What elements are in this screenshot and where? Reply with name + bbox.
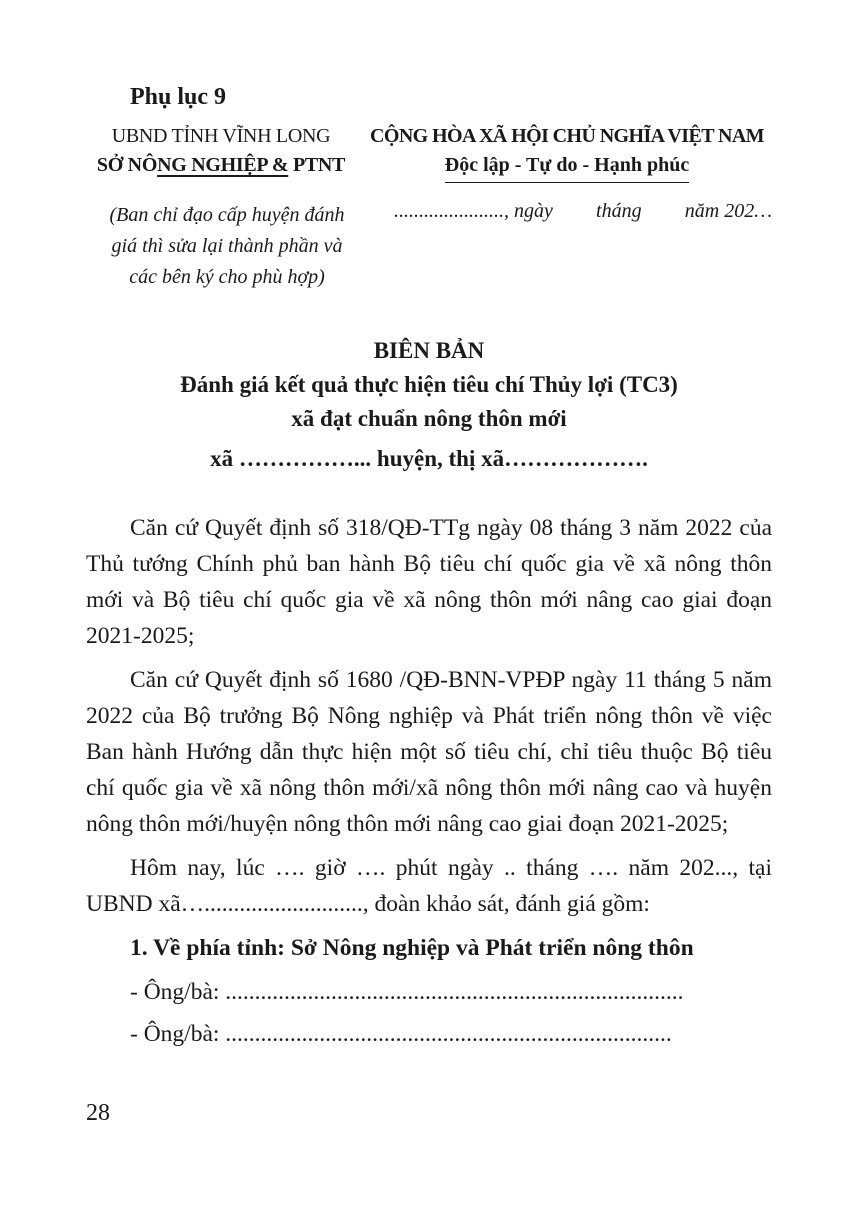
document-title <box>86 334 772 436</box>
department-name-part3: PTNT <box>288 154 346 176</box>
appendix-label: Phụ lục 9 <box>130 84 227 110</box>
date-year: năm 202… <box>684 200 772 222</box>
body-paragraph: Căn cứ Quyết định số 1680 /QĐ-BNN-VPĐP ngày 11 tháng 5 năm 2022 của Bộ trưởng Bộ Nông nghiệp và Phát triển nông thôn về việc Ban hành Hướng dẫn thực hiện một số tiêu chí, chỉ tiêu thuộc Bộ tiêu chí quốc gia về xã nông thôn mới/xã nông thôn mới nâng cao và huyện nông thôn mới/huyện nông thôn mới nâng cao giai đoạn 2021-2025; <box>86 667 772 837</box>
instruction-note <box>86 200 368 293</box>
title-subtitle: xã đạt chuẩn nông thôn mới <box>291 406 567 431</box>
national-motto: Độc lập - Tự do - Hạnh phúc <box>445 151 689 183</box>
page-number: 28 <box>86 1100 110 1126</box>
date-place: ......................, ngày <box>394 200 553 222</box>
department-name-part1: SỞ NÔ <box>96 154 158 176</box>
member-line: - Ông/bà: .............................................................................. <box>130 979 684 1005</box>
title-main: BIÊN BẢN <box>373 338 485 363</box>
country-name: CỘNG HÒA XÃ HỘI CHỦ NGHĨA VIỆT NAM <box>370 125 764 147</box>
title-place-line: xã ……………... huyện, thị xã………………. <box>210 446 648 471</box>
province-committee-name: UBND TỈNH VĨNH LONG <box>111 125 331 147</box>
body-paragraph: Hôm nay, lúc …. giờ …. phút ngày .. tháng …. năm 202..., tại UBND xã…..........................., đoàn khảo sát, đánh giá gồm: <box>86 855 772 917</box>
title-subtitle: Đánh giá kết quả thực hiện tiêu chí Thủy lợi (TC3) <box>180 372 678 397</box>
date-month: tháng <box>596 200 642 222</box>
note-line: giá thì sửa lại thành phần và <box>111 235 343 257</box>
issuing-agency-header <box>86 122 356 180</box>
department-name <box>86 151 356 180</box>
department-name-part2: NG NGHIỆP & <box>157 154 289 176</box>
note-line: các bên ký cho phù hợp) <box>129 266 325 288</box>
section-heading: 1. Về phía tỉnh: Sở Nông nghiệp và Phát triển nông thôn <box>130 935 694 961</box>
document-body <box>86 510 772 1058</box>
body-paragraph: Căn cứ Quyết định số 318/QĐ-TTg ngày 08 tháng 3 năm 2022 của Thủ tướng Chính phủ ban hành Bộ tiêu chí quốc gia về xã nông thôn mới và Bộ tiêu chí quốc gia về xã nông thôn mới nâng cao giai đoạn 2021-2025; <box>86 515 772 649</box>
member-line: - Ông/bà: ............................................................................ <box>130 1021 672 1047</box>
note-line: (Ban chỉ đạo cấp huyện đánh <box>109 204 345 226</box>
date-line <box>394 200 772 223</box>
national-motto-header <box>362 122 772 183</box>
